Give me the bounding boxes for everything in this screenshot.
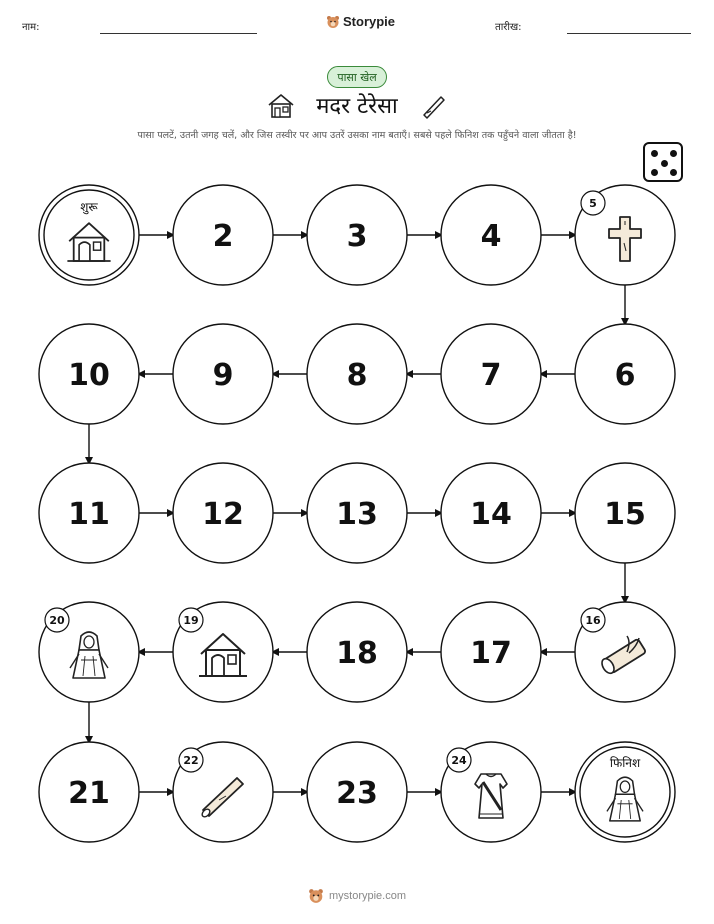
- space-number: 17: [470, 636, 512, 671]
- instructions: पासा पलटें, उतनी जगह चलें, और जिस तस्वीर पर आप उतरें उसका नाम बताएँ। सबसे पहले फिनिश तक पहुँचने वाला जीतता है!: [137, 130, 577, 141]
- space-number: 22: [183, 754, 199, 767]
- board-space-2[interactable]: [173, 185, 273, 285]
- space-number: 24: [451, 754, 467, 767]
- board-space-8[interactable]: [307, 324, 407, 424]
- space-number: 9: [212, 358, 234, 393]
- board-space-22[interactable]: [173, 742, 273, 842]
- board-space-9[interactable]: [173, 324, 273, 424]
- board-space-21[interactable]: [39, 742, 139, 842]
- space-number: 5: [589, 197, 597, 210]
- board-space-10[interactable]: [39, 324, 139, 424]
- space-number: 14: [470, 497, 512, 532]
- game-type-badge: पासा खेल: [327, 66, 387, 88]
- board-space-16[interactable]: [575, 602, 675, 702]
- board-space-12[interactable]: [173, 463, 273, 563]
- space-number: 8: [346, 358, 368, 393]
- bear-footer-icon: [308, 888, 324, 904]
- board-space-24[interactable]: [441, 742, 541, 842]
- space-number: 23: [336, 776, 378, 811]
- page-title: मदर टेरेसा: [316, 94, 398, 119]
- board-space-13[interactable]: [307, 463, 407, 563]
- footer-url[interactable]: mystorypie.com: [328, 890, 407, 902]
- finish-space[interactable]: [575, 742, 675, 842]
- space-number: 6: [614, 358, 636, 393]
- space-number: 3: [346, 219, 368, 254]
- board-space-17[interactable]: [441, 602, 541, 702]
- space-number: 16: [585, 614, 601, 627]
- start-label: शुरू: [80, 200, 98, 214]
- finish-label: फिनिश: [609, 756, 641, 770]
- space-number: 21: [68, 776, 110, 811]
- board-space-14[interactable]: [441, 463, 541, 563]
- space-number: 4: [480, 219, 502, 254]
- board-space-3[interactable]: [307, 185, 407, 285]
- space-number: 13: [336, 497, 378, 532]
- start-space[interactable]: [39, 185, 139, 285]
- board-space-5[interactable]: [575, 185, 675, 285]
- space-number: 11: [68, 497, 110, 532]
- board-space-4[interactable]: [441, 185, 541, 285]
- space-number: 12: [202, 497, 244, 532]
- space-number: 7: [480, 358, 502, 393]
- space-number: 18: [336, 636, 378, 671]
- space-number: 10: [68, 358, 110, 393]
- board-space-7[interactable]: [441, 324, 541, 424]
- footer: [0, 888, 714, 904]
- board-space-18[interactable]: [307, 602, 407, 702]
- board-space-15[interactable]: [575, 463, 675, 563]
- brand-name: Storypie: [343, 14, 396, 29]
- board-space-11[interactable]: [39, 463, 139, 563]
- name-label: नाम:: [22, 22, 40, 33]
- board-space-6[interactable]: [575, 324, 675, 424]
- board-space-20[interactable]: [39, 602, 139, 702]
- space-number: 2: [212, 219, 234, 254]
- space-number: 15: [604, 497, 646, 532]
- date-label: तारीख:: [495, 22, 522, 33]
- board-space-23[interactable]: [307, 742, 407, 842]
- board-space-19[interactable]: [173, 602, 273, 702]
- space-number: 20: [49, 614, 65, 627]
- space-number: 19: [183, 614, 199, 627]
